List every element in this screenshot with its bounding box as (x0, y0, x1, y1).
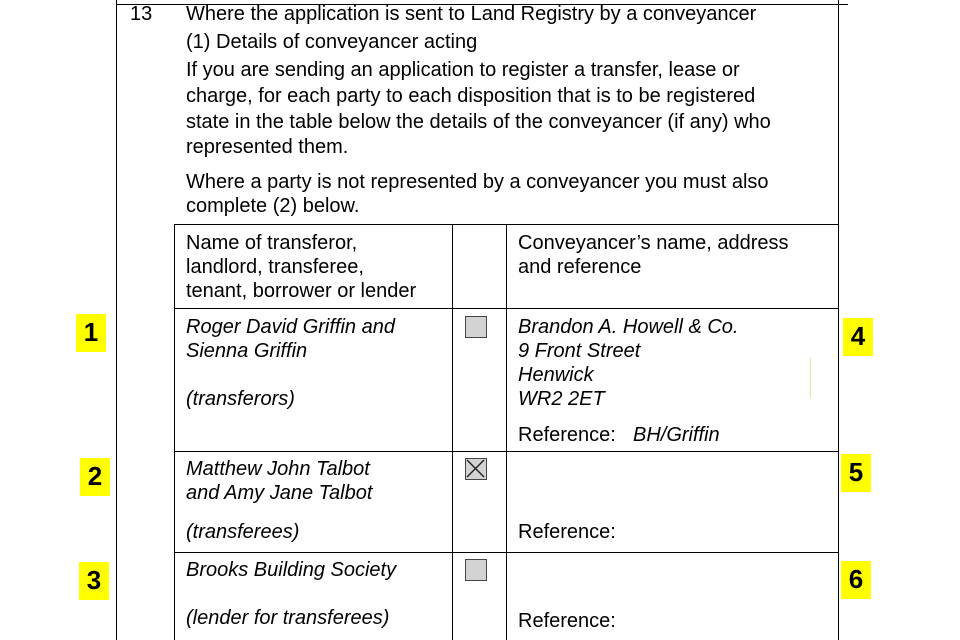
marker-4: 4 (843, 318, 873, 356)
conveyancer-line: 9 Front Street (518, 340, 641, 362)
instruction-line: represented them. (186, 136, 349, 158)
section-number: 13 (130, 3, 153, 25)
party-name: Sienna Griffin (186, 340, 308, 362)
header-party-column: Name of transferor, (186, 232, 358, 254)
reference-label: Reference: (518, 610, 616, 632)
instruction-line: If you are sending an application to register a transfer, lease or (186, 59, 740, 81)
reference-label: Reference: (518, 521, 616, 543)
marker-1: 1 (76, 314, 106, 352)
represented-checkbox-checked[interactable] (465, 458, 487, 480)
section-heading: Where the application is sent to Land Registry by a conveyancer (186, 3, 757, 25)
cell-border-fragment (810, 358, 811, 398)
table-left-line (174, 224, 175, 640)
section-subheading: (1) Details of conveyancer acting (186, 31, 478, 53)
header-party-column: landlord, transferee, (186, 256, 364, 278)
table-col-divider (506, 224, 507, 640)
header-conveyancer-column: and reference (518, 256, 642, 278)
conveyancer-line: WR2 2ET (518, 388, 605, 410)
party-name: Brooks Building Society (186, 559, 397, 581)
form-right-border (838, 0, 839, 640)
table-row-divider (174, 308, 838, 309)
conveyancer-line: Henwick (518, 364, 594, 386)
party-name: Matthew John Talbot (186, 458, 370, 480)
party-name: Roger David Griffin and (186, 316, 395, 338)
reference-label: Reference: (518, 424, 616, 446)
marker-5: 5 (841, 454, 871, 492)
party-role: (transferees) (186, 521, 300, 543)
cross-mark-icon (466, 459, 485, 478)
marker-2: 2 (80, 458, 110, 496)
party-role: (lender for transferees) (186, 607, 390, 629)
table-col-divider (452, 224, 453, 640)
represented-checkbox[interactable] (465, 559, 487, 581)
instruction-line: charge, for each party to each disposition that is to be registered (186, 85, 756, 107)
represented-checkbox[interactable] (465, 316, 487, 338)
table-row-divider (174, 451, 838, 452)
instruction-line: Where a party is not represented by a conveyancer you must also (186, 171, 769, 193)
marker-3: 3 (79, 562, 109, 600)
party-name: and Amy Jane Talbot (186, 482, 373, 504)
header-conveyancer-column: Conveyancer’s name, address (518, 232, 789, 254)
instruction-line: state in the table below the details of the conveyancer (if any) who (186, 111, 771, 133)
header-party-column: tenant, borrower or lender (186, 280, 417, 302)
party-role: (transferors) (186, 388, 295, 410)
instruction-line: complete (2) below. (186, 195, 360, 217)
marker-6: 6 (841, 561, 871, 599)
table-row-divider (174, 552, 838, 553)
form-left-border (116, 0, 117, 640)
conveyancer-line: Brandon A. Howell & Co. (518, 316, 739, 338)
reference-value: BH/Griffin (633, 424, 720, 446)
